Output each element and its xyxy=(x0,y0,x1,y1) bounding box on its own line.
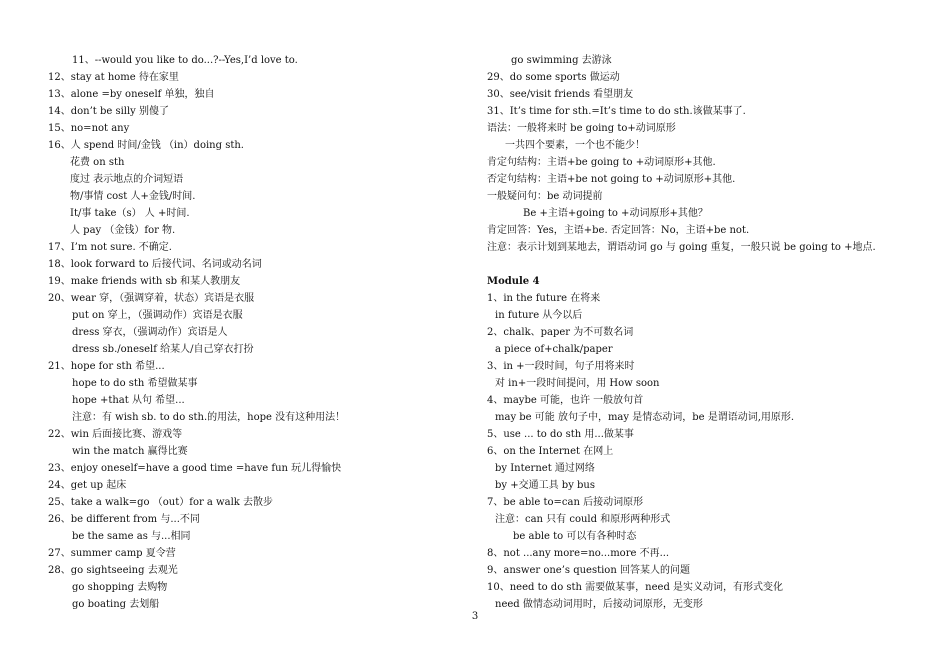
text-line: 22、win 后面接比赛、游戏等 xyxy=(48,429,183,440)
text-line: 18、look forward to 后接代词、名词或动名词 xyxy=(48,259,262,270)
text-line: 13、alone =by oneself 单独，独自 xyxy=(48,89,215,100)
text-line: 2、chalk、paper 为不可数名词 xyxy=(487,327,634,338)
text-line: hope to do sth 希望做某事 xyxy=(72,378,198,389)
text-line: 24、get up 起床 xyxy=(48,480,127,491)
text-line: 6、on the Internet 在网上 xyxy=(487,446,614,457)
text-line: 注意：can 只有 could 和原形两种形式 xyxy=(495,514,671,525)
text-line: 一共四个要素，一个也不能少！ xyxy=(505,140,645,151)
text-line: dress 穿衣，（强调动作）宾语是人 xyxy=(72,327,228,338)
text-line: 1、in the future 在将来 xyxy=(487,293,601,304)
text-line: 16、人 spend 时间/金钱 （in）doing sth. xyxy=(48,140,244,151)
text-line: 7、be able to=can 后接动词原形 xyxy=(487,497,644,508)
text-line: go boating 去划船 xyxy=(72,599,160,610)
text-line: 4、maybe 可能，也许 一般放句首 xyxy=(487,395,644,406)
text-line: 19、make friends with sb 和某人教朋友 xyxy=(48,276,241,287)
text-line: 21、hope for sth 希望... xyxy=(48,361,165,372)
text-line: 14、don’t be silly 别傻了 xyxy=(48,106,170,117)
text-line: need 做情态动词用时，后接动词原形，无变形 xyxy=(495,599,703,610)
text-line: 一般疑问句：be 动词提前 xyxy=(487,191,603,202)
text-line: 否定句结构：主语+be not going to +动词原形+其他. xyxy=(487,174,736,185)
text-line: 肯定回答：Yes，主语+be. 否定回答：No，主语+be not. xyxy=(487,225,750,236)
text-line: 8、not ...any more=no...more 不再... xyxy=(487,548,670,559)
text-line: 人 pay （金钱）for 物. xyxy=(70,225,176,236)
text-line: hope +that 从句 希望... xyxy=(72,395,185,406)
text-line: 注意：有 wish sb. to do sth.的用法，hope 没有这种用法！ xyxy=(72,412,346,423)
text-line: 对 in+一段时间提问，用 How soon xyxy=(495,378,660,389)
text-line: 17、I’m not sure. 不确定. xyxy=(48,242,172,253)
section-heading: Module 4 xyxy=(487,276,540,287)
text-line: 注意：表示计划到某地去，谓语动词 go 与 going 重复，一般只说 be going to +地点. xyxy=(487,242,876,253)
text-line: 15、no=not any xyxy=(48,123,130,134)
text-line: put on 穿上，（强调动作）宾语是衣服 xyxy=(72,310,243,321)
text-line: 31、It’s time for sth.=It’s time to do sth.该做某事了. xyxy=(487,106,746,117)
text-line: 30、see/visit friends 看望朋友 xyxy=(487,89,634,100)
text-line: go shopping 去购物 xyxy=(72,582,168,593)
text-line xyxy=(487,256,927,273)
text-line: 28、go sightseeing 去观光 xyxy=(48,565,178,576)
text-line: 度过 表示地点的介词短语 xyxy=(70,174,184,185)
text-line: 10、need to do sth 需要做某事，need 是实义动词，有形式变化 xyxy=(487,582,784,593)
text-line: go swimming 去游泳 xyxy=(511,55,612,66)
text-line: dress sb./oneself 给某人/自己穿衣打扮 xyxy=(72,344,254,355)
text-line: 花费 on sth xyxy=(70,157,125,168)
text-line: 26、be different from 与...不同 xyxy=(48,514,200,525)
text-line: may be 可能 放句子中，may 是情态动词，be 是谓语动词,用原形. xyxy=(495,412,795,423)
text-line: 20、wear 穿，（强调穿着，状态）宾语是衣服 xyxy=(48,293,255,304)
text-line: by +交通工具 by bus xyxy=(495,480,595,491)
text-line: 25、take a walk=go （out）for a walk 去散步 xyxy=(48,497,274,508)
text-line: in future 从今以后 xyxy=(495,310,583,321)
left-column xyxy=(48,52,448,613)
text-line: 29、do some sports 做运动 xyxy=(487,72,620,83)
text-line: be the same as 与...相同 xyxy=(72,531,191,542)
text-line: win the match 赢得比赛 xyxy=(72,446,188,457)
text-line: by Internet 通过网络 xyxy=(495,463,595,474)
right-column xyxy=(487,52,927,613)
text-line: be able to 可以有各种时态 xyxy=(513,531,637,542)
text-line: 5、use ... to do sth 用...做某事 xyxy=(487,429,634,440)
text-line: 3、in +一段时间，句子用将来时 xyxy=(487,361,635,372)
text-line: 语法：一般将来时 be going to+动词原形 xyxy=(487,123,676,134)
text-line: 23、enjoy oneself=have a good time =have fun 玩儿得愉快 xyxy=(48,463,342,474)
text-line: It/事 take（s） 人 +时间. xyxy=(70,208,190,219)
text-line: 物/事情 cost 人+金钱/时间. xyxy=(70,191,196,202)
text-line: 27、summer camp 夏令营 xyxy=(48,548,176,559)
text-line: a piece of+chalk/paper xyxy=(495,344,613,355)
text-line: Be +主语+going to +动词原形+其他？ xyxy=(523,208,708,219)
text-line: 12、stay at home 待在家里 xyxy=(48,72,179,83)
text-line: 11、--would you like to do...?--Yes,I’d love to. xyxy=(72,55,298,66)
text-line: 肯定句结构：主语+be going to +动词原形+其他. xyxy=(487,157,716,168)
text-line: 9、answer one’s question 回答某人的问题 xyxy=(487,565,690,576)
page-number: 3 xyxy=(471,611,479,622)
